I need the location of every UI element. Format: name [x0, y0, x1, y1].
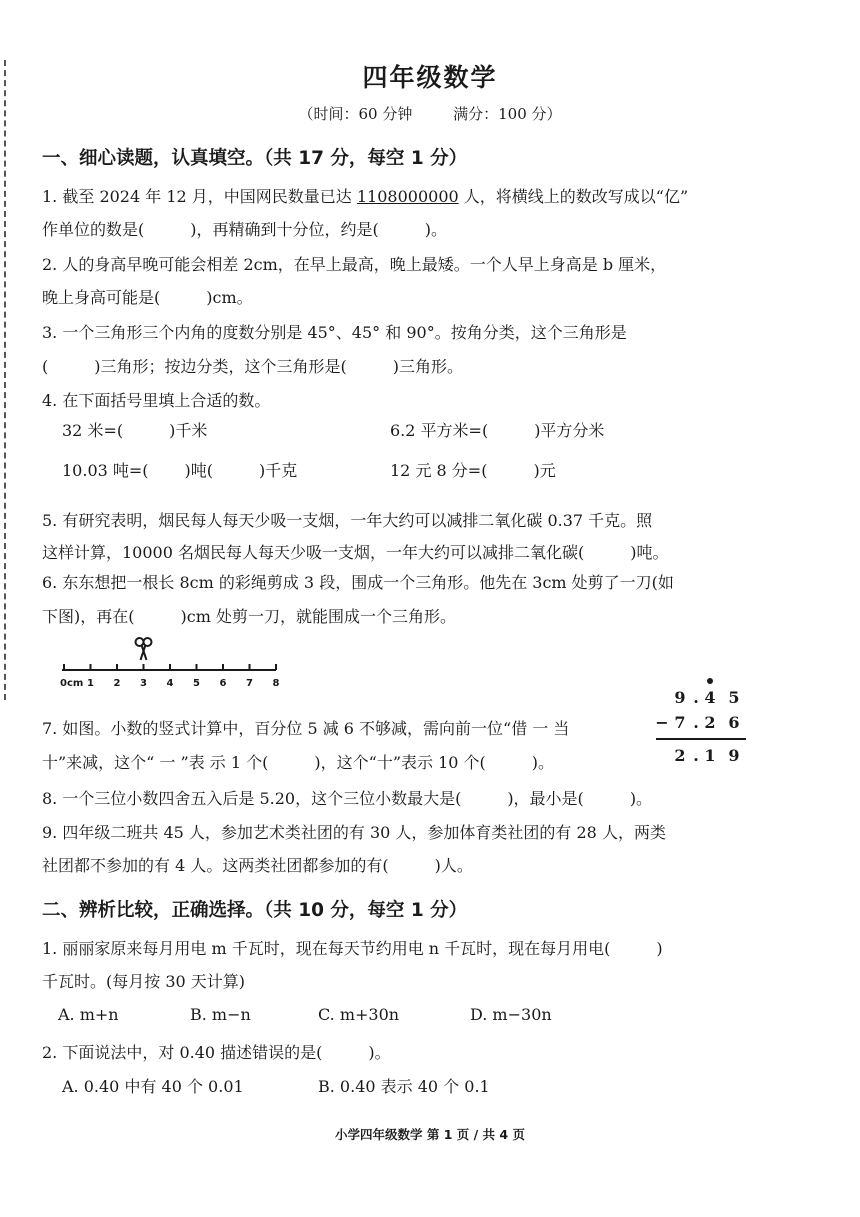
ruler-diagram: [54, 632, 294, 696]
option-a[interactable]: A. m+n: [58, 1005, 119, 1024]
ruler-label: 6: [219, 678, 227, 689]
ruler-label: 1: [87, 678, 94, 689]
page-footer: 小学四年级数学 第 1 页 / 共 4 页: [335, 1127, 525, 1142]
option-a[interactable]: A. 0.40 中有 40 个 0.01: [62, 1077, 244, 1096]
q1-line-1: 1. 截至 2024 年 12 月，中国网民数量已达 1108000000 人，将横线上的数改写成以“亿”: [42, 187, 689, 206]
q5-line-2: 这样计算，10000 名烟民每人每天少吸一支烟，一年大约可以减排二氧化碳( )吨。: [42, 543, 669, 562]
q1-line-2: 作单位的数是( )，再精确到十分位，约是( )。: [42, 220, 447, 239]
option-b[interactable]: B. 0.40 表示 40 个 0.1: [318, 1077, 490, 1096]
q4-line-1: 4. 在下面括号里填上合适的数。: [42, 391, 271, 410]
q2-line-2: 晚上身高可能是( )cm。: [42, 288, 253, 307]
q7-line-1: 7. 如图。小数的竖式计算中，百分位 5 减 6 不够减，需向前一位“借 一 当: [42, 719, 570, 738]
q2-line-1: 2. 人的身高早晚可能会相差 2cm，在早上最高，晚上最矮。一个人早上身高是 b 厘米，: [42, 255, 667, 274]
q4-conversion-3: 10.03 吨=( )吨( )千克: [62, 461, 298, 480]
q7-line-2: 十”来减，这个“ 一 ”表 示 1 个( )，这个“十”表示 10 个( )。: [42, 753, 555, 772]
time-limit: （时间：60 分钟: [298, 105, 413, 123]
s2-q1-line-2: 千瓦时。(每月按 30 天计算): [42, 972, 246, 991]
calc-line: [656, 738, 746, 740]
q8-line: 8. 一个三位小数四舍五入后是 5.20，这个三位小数最大是( )，最小是( )。: [42, 789, 653, 808]
ruler-label: 7: [246, 678, 253, 689]
option-b[interactable]: B. m−n: [190, 1005, 251, 1024]
full-score: 满分：100 分）: [453, 105, 562, 123]
q4-conversion-1: 32 米=( )千米: [62, 421, 208, 440]
q4-conversion-2: 6.2 平方米=( )平方分米: [390, 421, 605, 440]
ruler-label: 8: [272, 678, 280, 689]
option-c[interactable]: C. m+30n: [318, 1005, 400, 1024]
q9-line-1: 9. 四年级二班共 45 人，参加艺术类社团的有 30 人，参加体育类社团的有 28 人，两类: [42, 823, 666, 842]
q4-conversion-4: 12 元 8 分=( )元: [390, 461, 556, 480]
q6-line-1: 6. 东东想把一根长 8cm 的彩绳剪成 3 段，围成一个三角形。他先在 3cm 处剪了一刀(如: [42, 573, 674, 592]
q3-line-2: ( )三角形；按边分类，这个三角形是( )三角形。: [42, 357, 463, 376]
ruler-label: 5: [193, 678, 200, 689]
vertical-subtraction: 9 . 4 5 − 7 . 2 6 2 . 1 9: [656, 672, 746, 772]
ruler-label: 4: [166, 678, 174, 689]
q5-line-1: 5. 有研究表明，烟民每人每天少吸一支烟，一年大约可以减排二氧化碳 0.37 千克。照: [42, 511, 653, 530]
q3-line-1: 3. 一个三角形三个内角的度数分别是 45°、45° 和 90°。按角分类，这个三角形是: [42, 323, 627, 342]
s2-q1-line-1: 1. 丽丽家原来每月用电 m 千瓦时，现在每天节约用电 n 千瓦时，现在每月用电( ): [42, 939, 663, 958]
borrow-dot: [707, 678, 713, 684]
q9-line-2: 社团都不参加的有 4 人。这两类社团都参加的有( )人。: [42, 856, 473, 875]
s2-q2-line-1: 2. 下面说法中，对 0.40 描述错误的是( )。: [42, 1043, 391, 1062]
binding-dashed-line: [4, 60, 6, 700]
page-title: 四年级数学: [362, 63, 498, 92]
scissors-icon: [136, 638, 152, 660]
ruler-label: 3: [140, 678, 147, 689]
ruler-label: 0cm: [60, 678, 84, 689]
underlined-number: 1108000000: [356, 187, 459, 206]
option-d[interactable]: D. m−30n: [470, 1005, 552, 1024]
q6-line-2: 下图)，再在( )cm 处剪一刀，就能围成一个三角形。: [42, 607, 456, 626]
exam-info: [0, 103, 860, 124]
ruler-label: 2: [113, 678, 121, 689]
section-2-heading: 二、辨析比较，正确选择。（共 10 分，每空 1 分）: [42, 900, 468, 921]
section-1-heading: 一、细心读题，认真填空。（共 17 分，每空 1 分）: [42, 148, 468, 169]
